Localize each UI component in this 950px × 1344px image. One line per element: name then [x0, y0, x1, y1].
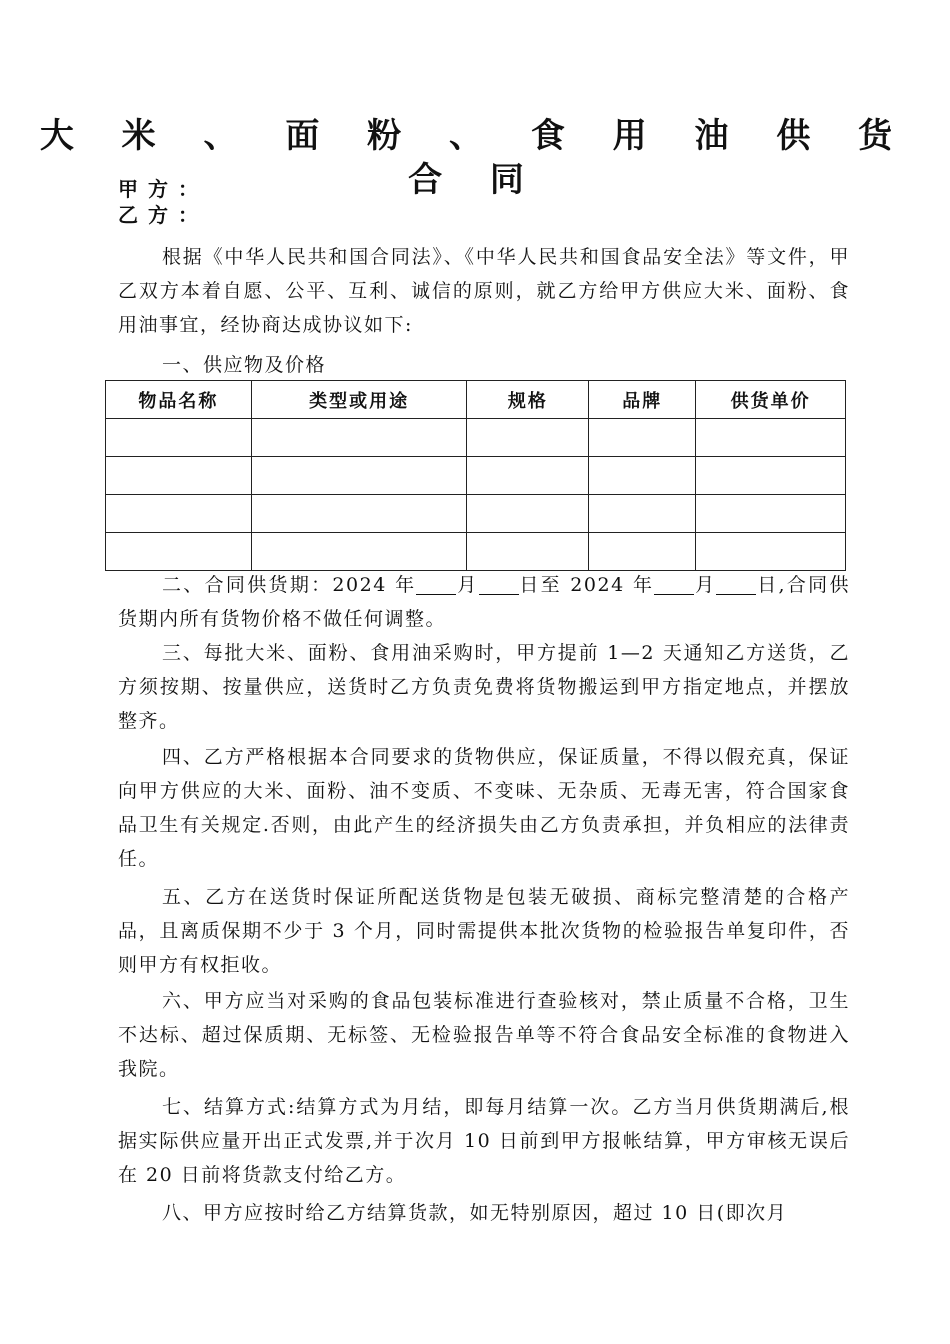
table-row [106, 457, 846, 495]
table-cell[interactable] [251, 419, 467, 457]
table-header-row [106, 381, 846, 419]
supply-price-table [105, 380, 846, 571]
table-cell[interactable] [251, 533, 467, 571]
clause-7-paragraph: 七、结算方式:结算方式为月结，即每月结算一次。乙方当月供货期满后,根据实际供应量开出正式发票,并于次月 10 日前到甲方报帐结算，甲方审核无误后在 20 日前将货款支付给乙方。 [118, 1096, 850, 1186]
contract-title: 大 米 、 面 粉 、 食 用 油 供 货 合 同 [39, 116, 911, 200]
table-cell[interactable] [589, 457, 696, 495]
clause-2-text-e: 日,合同供货期内所有货物价格不做任何调整。 [118, 574, 850, 630]
table-cell[interactable] [251, 457, 467, 495]
header-spec: 规格 [467, 381, 589, 419]
table-row [106, 419, 846, 457]
clause-2-text-d: 月 [694, 574, 717, 596]
header-item-name: 物品名称 [106, 381, 252, 419]
clause-2-text-b: 月 [456, 574, 479, 596]
blank-day-start[interactable] [479, 574, 519, 595]
blank-day-end[interactable] [716, 574, 756, 595]
table-cell[interactable] [467, 457, 589, 495]
table-cell[interactable] [696, 533, 846, 571]
header-brand: 品牌 [589, 381, 696, 419]
table-cell[interactable] [696, 457, 846, 495]
table-cell[interactable] [696, 495, 846, 533]
clause-5-paragraph: 五、乙方在送货时保证所配送货物是包装无破损、商标完整清楚的合格产品，且离质保期不少于 3 个月，同时需提供本批次货物的检验报告单复印件，否则甲方有权拒收。 [118, 886, 850, 976]
clause-2-paragraph [118, 568, 850, 636]
clause-4-paragraph: 四、乙方严格根据本合同要求的货物供应，保证质量，不得以假充真，保证向甲方供应的大米、面粉、油不变质、不变味、无杂质、无毒无害，符合国家食品卫生有关规定.否则，由此产生的经济损失由乙方负责承担，并负相应的法律责任。 [118, 746, 850, 870]
header-type-use: 类型或用途 [251, 381, 467, 419]
table-cell[interactable] [467, 419, 589, 457]
table-cell[interactable] [467, 495, 589, 533]
blank-month-end[interactable] [654, 574, 694, 595]
table-cell[interactable] [589, 419, 696, 457]
table-cell[interactable] [106, 533, 252, 571]
table-cell[interactable] [467, 533, 589, 571]
table-row [106, 495, 846, 533]
table-cell[interactable] [589, 495, 696, 533]
table-cell[interactable] [106, 457, 252, 495]
clause-3-paragraph: 三、每批大米、面粉、食用油采购时，甲方提前 1—2 天通知乙方送货，乙方须按期、按量供应，送货时乙方负责免费将货物搬运到甲方指定地点，并摆放整齐。 [118, 642, 850, 732]
party-b-label: 乙方： [118, 203, 208, 227]
table-cell[interactable] [106, 419, 252, 457]
table-row [106, 533, 846, 571]
clause-8-paragraph: 八、甲方应按时给乙方结算货款，如无特别原因，超过 10 日(即次月 [162, 1202, 788, 1224]
clause-2-text-a: 二、合同供货期：2024 年 [162, 574, 417, 596]
party-a-label: 甲方： [118, 177, 208, 201]
section-heading-supply: 一、供应物及价格 [162, 354, 327, 376]
intro-paragraph: 根据《中华人民共和国合同法》、《中华人民共和国食品安全法》等文件，甲乙双方本着自愿、公平、互利、诚信的原则，就乙方给甲方供应大米、面粉、食用油事宜，经协商达成协议如下: [118, 246, 850, 336]
clause-2-text-c: 日至 2024 年 [518, 574, 655, 596]
table-cell[interactable] [106, 495, 252, 533]
table-cell[interactable] [696, 419, 846, 457]
clause-6-paragraph: 六、甲方应当对采购的食品包装标准进行查验核对，禁止质量不合格，卫生不达标、超过保质期、无标签、无检验报告单等不符合食品安全标准的食物进入我院。 [118, 990, 850, 1080]
header-unit-price: 供货单价 [696, 381, 846, 419]
table-cell[interactable] [589, 533, 696, 571]
blank-month-start[interactable] [416, 574, 456, 595]
table-cell[interactable] [251, 495, 467, 533]
